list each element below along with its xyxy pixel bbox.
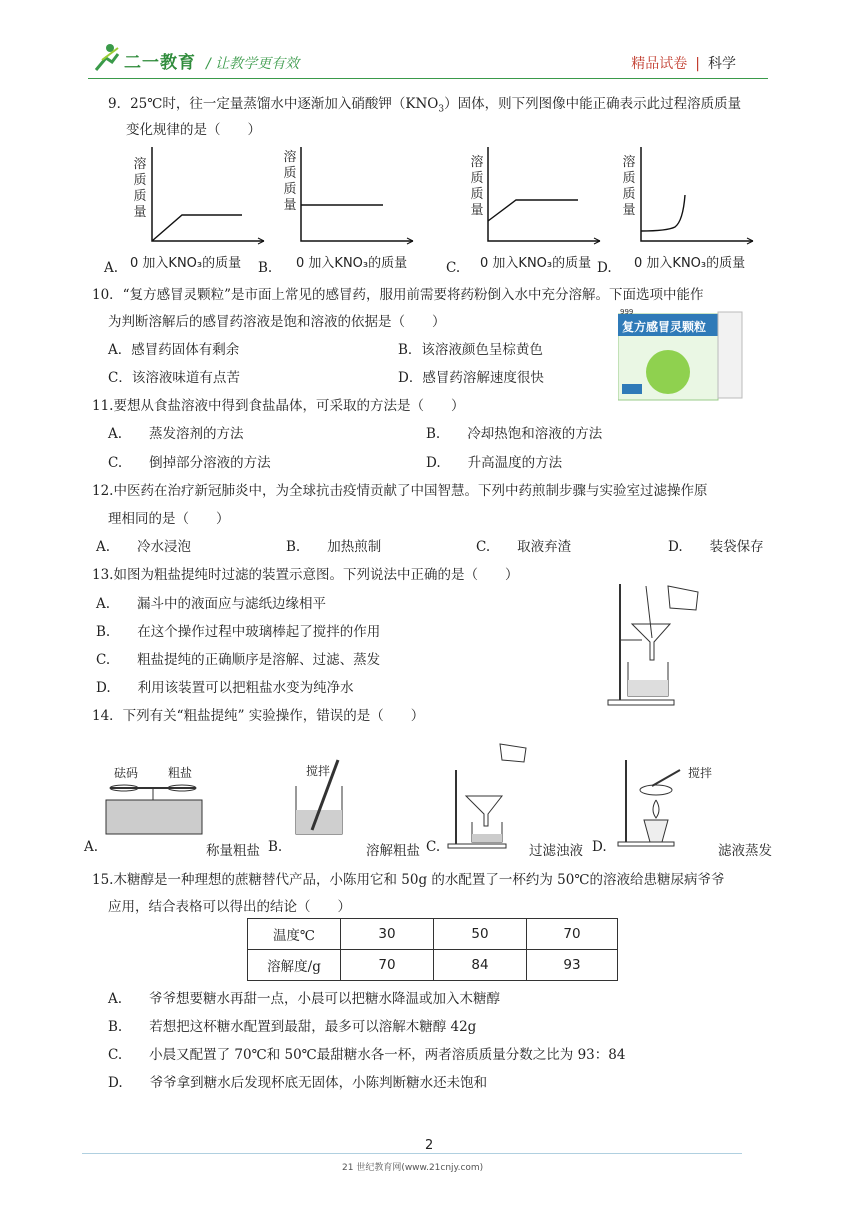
medicine-box-brand: 999 — [620, 308, 634, 316]
graph-b — [297, 145, 437, 245]
subject-label: 科学 — [708, 56, 736, 72]
footer-site: 21 世纪教育网(www.21cnjy.com) — [342, 1163, 484, 1173]
graph-d-ylabel: 溶 质 质 量 — [622, 155, 636, 218]
q12-option-a: A. 冷水浸泡 — [96, 539, 192, 555]
stir-label-b: 搅拌 — [306, 764, 331, 778]
medicine-box-label: 复方感冒灵颗粒 — [622, 320, 707, 334]
medicine-box-image — [618, 310, 744, 402]
table-header-cell: 温度℃ — [248, 919, 341, 950]
q12-stem-line2: 理相同的是（ ） — [108, 511, 230, 527]
q12-stem-line1: 12.中医药在治疗新冠肺炎中，为全球抗击疫情贡献了中国智慧。下列中药煎制步骤与实验室过滤操作原 — [92, 483, 708, 499]
exam-tag: 精品试卷 — [631, 56, 688, 72]
q14-option-d: D. — [592, 839, 607, 855]
q14-option-b: B. — [268, 839, 283, 855]
table-row — [248, 950, 618, 981]
q12-option-d: D. 装袋保存 — [668, 539, 764, 555]
q14-option-a: A. — [84, 839, 99, 855]
q15-option-a: A. 爷爷想要糖水再甜一点，小晨可以把糖水降温或加入木糖醇 — [108, 991, 501, 1007]
logo-text: 二一教育 — [124, 53, 196, 73]
slogan: / 让教学更有效 — [206, 56, 300, 72]
footer-divider — [82, 1153, 742, 1154]
balance-image — [96, 756, 206, 842]
q13-option-b: B. 在这个操作过程中玻璃棒起了搅拌的作用 — [96, 624, 381, 640]
dissolve-beaker-image — [290, 758, 350, 838]
graph-c — [484, 145, 624, 245]
q15-stem-line1: 15.木糖醇是一种理想的蔗糖替代产品，小陈用它和 50g 的水配置了一杯约为 50℃的溶液给患糖尿病爷爷 — [92, 872, 725, 888]
solubility-table — [247, 918, 618, 981]
weight-label: 砝码 — [114, 766, 139, 780]
table-header-cell: 溶解度/g — [248, 950, 341, 981]
graph-c-xlabel: 0 加入KNO₃的质量 — [480, 256, 592, 271]
q12-option-b: B. 加热煎制 — [286, 539, 382, 555]
q13-option-c: C. 粗盐提纯的正确顺序是溶解、过滤、蒸发 — [96, 652, 381, 668]
graph-b-ylabel: 溶 质 质 量 — [283, 150, 297, 213]
filter-image — [446, 740, 530, 850]
q14-option-c-text: 过滤浊液 — [529, 843, 583, 859]
graph-a-xlabel: 0 加入KNO₃的质量 — [130, 256, 242, 271]
q15-stem-line2: 应用，结合表格可以得出的结论（ ） — [108, 899, 351, 915]
q14-option-c: C. — [426, 839, 441, 855]
q10-option-b: B．该溶液颜色呈棕黄色 — [398, 342, 543, 358]
table-cell: 84 — [434, 950, 527, 981]
option-a-label: A. — [104, 260, 119, 276]
q11-option-d: D. 升高温度的方法 — [426, 455, 563, 471]
graph-c-ylabel: 溶 质 质 量 — [470, 155, 484, 218]
q13-stem: 13.如图为粗盐提纯时过滤的装置示意图。下列说法中正确的是（ ） — [92, 567, 519, 583]
header-divider — [88, 78, 768, 79]
table-cell: 93 — [527, 950, 618, 981]
option-d-label: D. — [597, 260, 612, 276]
graph-a-ylabel: 溶 质 质 量 — [133, 157, 147, 220]
page-number: 2 — [425, 1138, 434, 1153]
q11-option-a: A. 蒸发溶剂的方法 — [108, 426, 244, 442]
evaporate-image — [616, 756, 712, 848]
table-cell: 70 — [341, 950, 434, 981]
q15-option-d: D. 爷爷拿到糖水后发现杯底无固体，小陈判断糖水还未饱和 — [108, 1075, 488, 1091]
q14-option-a-text: 称量粗盐 — [206, 843, 260, 859]
option-b-label: B. — [258, 260, 273, 276]
q11-option-b: B. 冷却热饱和溶液的方法 — [426, 426, 603, 442]
salt-label: 粗盐 — [168, 766, 193, 780]
graph-d — [637, 145, 777, 245]
q13-option-d: D. 利用该装置可以把粗盐水变为纯净水 — [96, 680, 354, 696]
q15-option-b: B. 若想把这杯糖水配置到最甜，最多可以溶解木糖醇 42g — [108, 1019, 477, 1035]
header-right — [631, 53, 736, 73]
header-separator: | — [695, 56, 700, 72]
q14-option-d-text: 滤液蒸发 — [718, 843, 772, 859]
option-c-label: C. — [446, 260, 461, 276]
q15-option-c: C. 小晨又配置了 70℃和 50℃最甜糖水各一杯，两者溶质质量分数之比为 93：84 — [108, 1047, 626, 1063]
table-cell: 30 — [341, 919, 434, 950]
q9-stem-line1: 9．25℃时，往一定量蒸馏水中逐渐加入硝酸钾$(KNO_3)$固体，则下列图像中能正确表示此过程溶质质量 — [108, 96, 742, 115]
q14-stem: 14．下列有关“粗盐提纯” 实验操作，错误的是（ ） — [92, 708, 425, 724]
q11-stem: 11.要想从食盐溶液中得到食盐晶体，可采取的方法是（ ） — [92, 398, 465, 414]
q10-stem-line1: 10．“复方感冒灵颗粒”是市面上常见的感冒药，服用前需要将药粉倒入水中充分溶解。下面选项中能作 — [92, 287, 704, 303]
q13-option-a: A. 漏斗中的液面应与滤纸边缘相平 — [96, 596, 327, 612]
graph-d-xlabel: 0 加入KNO₃的质量 — [634, 256, 746, 271]
graph-b-xlabel: 0 加入KNO₃的质量 — [296, 256, 408, 271]
table-cell: 70 — [527, 919, 618, 950]
q12-option-c: C. 取液弃渣 — [476, 539, 572, 555]
q14-option-b-text: 溶解粗盐 — [366, 843, 420, 859]
q9-stem-line2: 变化规律的是（ ） — [126, 122, 261, 138]
graph-a — [148, 145, 288, 245]
q10-stem-line2: 为判断溶解后的感冒药溶液是饱和溶液的依据是（ ） — [108, 314, 446, 330]
table-row — [248, 919, 618, 950]
q10-option-d: D．感冒药溶解速度很快 — [398, 370, 544, 386]
q10-option-a: A．感冒药固体有剩余 — [108, 342, 240, 358]
stir-label-d: 搅拌 — [688, 766, 713, 780]
q10-option-c: C．该溶液味道有点苦 — [108, 370, 240, 386]
table-cell: 50 — [434, 919, 527, 950]
filter-apparatus-image — [606, 580, 706, 708]
q11-option-c: C. 倒掉部分溶液的方法 — [108, 455, 271, 471]
